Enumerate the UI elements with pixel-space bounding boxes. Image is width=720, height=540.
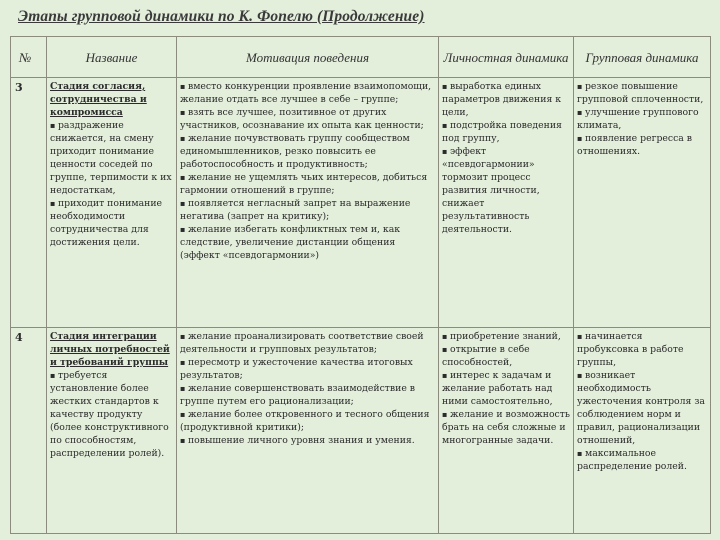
list-item: ▪ желание не ущемлять чьих интересов, добиться гармонии отношений в группе;: [180, 171, 435, 197]
header-group-dynamics: Групповая динамика: [574, 37, 711, 78]
list-item: ▪ приходит понимание необходимости сотрудничества для достижения цели.: [50, 197, 173, 249]
list-item: ▪ начинается пробуксовка в работе группы,: [577, 330, 707, 369]
header-number: №: [11, 37, 47, 78]
list-item: ▪ эффект «псевдогармонии» тормозит процесс развития личности, снижает результативность деятельности.: [442, 145, 570, 236]
personal-dynamics-list: [442, 330, 570, 447]
list-item: ▪ вместо конкуренции проявление взаимопомощи, желание отдать все лучшее в себе – группе;: [180, 80, 435, 106]
motivation-list: [180, 330, 435, 447]
motivation-list: [180, 80, 435, 262]
list-item: ▪ появляется негласный запрет на выражение негатива (запрет на критику);: [180, 197, 435, 223]
list-item: ▪ повышение личного уровня знания и умения.: [180, 434, 435, 447]
stage-name-cell: [47, 328, 177, 534]
list-item: ▪ возникает необходимость ужесточения контроля за соблюдением норм и правил, рационализации отношений,: [577, 369, 707, 447]
list-item: ▪ желание и возможность брать на себя сложные и многогранные задачи.: [442, 408, 570, 447]
motivation-cell: [177, 328, 439, 534]
stage-title: Стадия интеграции личных потребностей и требований группы: [50, 331, 170, 368]
list-item: ▪ взять все лучшее, позитивное от других участников, осознавание их опыта как ценности;: [180, 106, 435, 132]
slide-title: Этапы групповой динамики по К. Фопелю (Продолжение): [18, 8, 425, 25]
list-item: ▪ подстройка поведения под группу,: [442, 119, 570, 145]
motivation-cell: [177, 78, 439, 328]
header-name: Название: [47, 37, 177, 78]
table-row: [11, 78, 711, 328]
header-motivation: Мотивация поведения: [177, 37, 439, 78]
list-item: ▪ раздражение снижается, на смену приходит понимание ценности соседей по группе, терпимости к их недостаткам,: [50, 119, 173, 197]
list-item: ▪ желание избегать конфликтных тем и, как следствие, увеличение дистанции общения (эффект «псевдогармонии»): [180, 223, 435, 262]
list-item: ▪ выработка единых параметров движения к цели,: [442, 80, 570, 119]
row-number: 3: [11, 78, 47, 328]
list-item: ▪ приобретение знаний,: [442, 330, 570, 343]
personal-dynamics-cell: [439, 328, 574, 534]
group-dynamics-cell: [574, 328, 711, 534]
list-item: ▪ желание почувствовать группу сообществом единомышленников, резко повысить ее работоспособность и продуктивность;: [180, 132, 435, 171]
stage-title: Стадия согласия, сотрудничества и компромисса: [50, 81, 147, 118]
list-item: ▪ интерес к задачам и желание работать над ними самостоятельно,: [442, 369, 570, 408]
table-row: [11, 328, 711, 534]
stage-description-list: [50, 119, 173, 249]
list-item: ▪ желание проанализировать соответствие своей деятельности и групповых результатов;: [180, 330, 435, 356]
list-item: ▪ открытие в себе способностей,: [442, 343, 570, 369]
row-number: 4: [11, 328, 47, 534]
header-row: [11, 37, 711, 78]
list-item: ▪ требуется установление более жестких стандартов к качеству продукту (более конструктивного по способностям, распределении ролей).: [50, 369, 173, 460]
personal-dynamics-cell: [439, 78, 574, 328]
list-item: ▪ резкое повышение групповой сплоченности,: [577, 80, 707, 106]
group-dynamics-list: [577, 80, 707, 158]
list-item: ▪ максимальное распределение ролей.: [577, 447, 707, 473]
stage-description-list: [50, 369, 173, 460]
personal-dynamics-list: [442, 80, 570, 236]
list-item: ▪ появление регресса в отношениях.: [577, 132, 707, 158]
group-dynamics-list: [577, 330, 707, 473]
list-item: ▪ желание более откровенного и тесного общения (продуктивной критики);: [180, 408, 435, 434]
list-item: ▪ желание совершенствовать взаимодействие в группе путем его рационализации;: [180, 382, 435, 408]
group-dynamics-table: [10, 36, 711, 534]
header-personal-dynamics: Личностная динамика: [439, 37, 574, 78]
group-dynamics-cell: [574, 78, 711, 328]
list-item: ▪ улучшение группового климата,: [577, 106, 707, 132]
list-item: ▪ пересмотр и ужесточение качества итоговых результатов;: [180, 356, 435, 382]
stage-name-cell: [47, 78, 177, 328]
